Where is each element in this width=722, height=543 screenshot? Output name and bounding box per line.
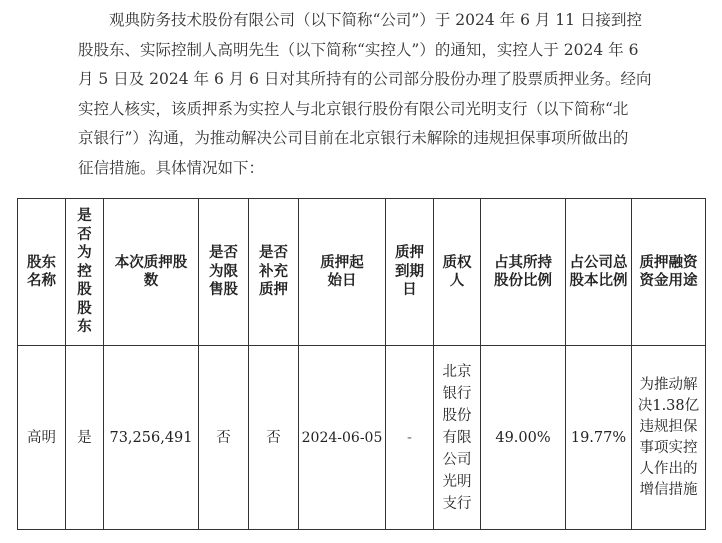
header-start-date: 质押起始日: [299, 199, 386, 346]
cell-end-date: -: [386, 346, 434, 530]
cell-is-supplementary: 否: [249, 346, 299, 530]
intro-line-1: 观典防务技术股份有限公司（以下简称“公司”）于 2024 年 6 月 11 日接到控: [109, 11, 642, 29]
cell-purpose: 为推动解决1.38亿违规担保事项实控人作出的增信措施: [632, 346, 706, 530]
header-is-controlling: 是否为控股股东: [66, 199, 104, 346]
header-purpose: 质押融资资金用途: [632, 199, 706, 346]
header-is-restricted: 是否为限售股: [199, 199, 249, 346]
cell-is-restricted: 否: [199, 346, 249, 530]
cell-start-date: 2024-06-05: [299, 346, 386, 530]
header-end-date: 质押到期日: [386, 199, 434, 346]
intro-line-4: 实控人核实，该质押系为实控人与北京银行股份有限公司光明支行（以下简称“北: [78, 99, 629, 118]
header-pct-holdings: 占其所持股份比例: [481, 199, 566, 346]
cell-holder-name: 高明: [18, 346, 66, 530]
intro-line-5: 京银行”）沟通，为推动解决公司目前在北京银行未解除的违规担保事项所做出的: [78, 129, 629, 147]
cell-pct-total: 19.77%: [566, 346, 632, 530]
cell-pledgee: 北京银行股份有限公司光明支行: [434, 346, 481, 530]
intro-paragraph: [78, 6, 690, 183]
table-row: [18, 346, 706, 530]
table-header-row: [18, 199, 706, 346]
intro-line-3: 月 5 日及 2024 年 6 月 6 日对其所持有的公司部分股份办理了股票质押业务。经向: [78, 70, 652, 88]
cell-pledged-shares: 73,256,491: [104, 346, 199, 530]
cell-is-controlling: 是: [66, 346, 104, 530]
header-pledgee: 质权人: [434, 199, 481, 346]
header-pledged-shares: 本次质押股数: [104, 199, 199, 346]
header-pct-total: 占公司总股本比例: [566, 199, 632, 346]
header-holder-name: 股东名称: [18, 199, 66, 346]
header-is-supplementary: 是否补充质押: [249, 199, 299, 346]
pledge-table: [17, 198, 706, 530]
intro-line-2: 股股东、实际控制人高明先生（以下简称“实控人”）的通知，实控人于 2024 年 6: [78, 40, 639, 59]
intro-line-6: 征信措施。具体情况如下：: [78, 158, 265, 177]
cell-pct-holdings: 49.00%: [481, 346, 566, 530]
